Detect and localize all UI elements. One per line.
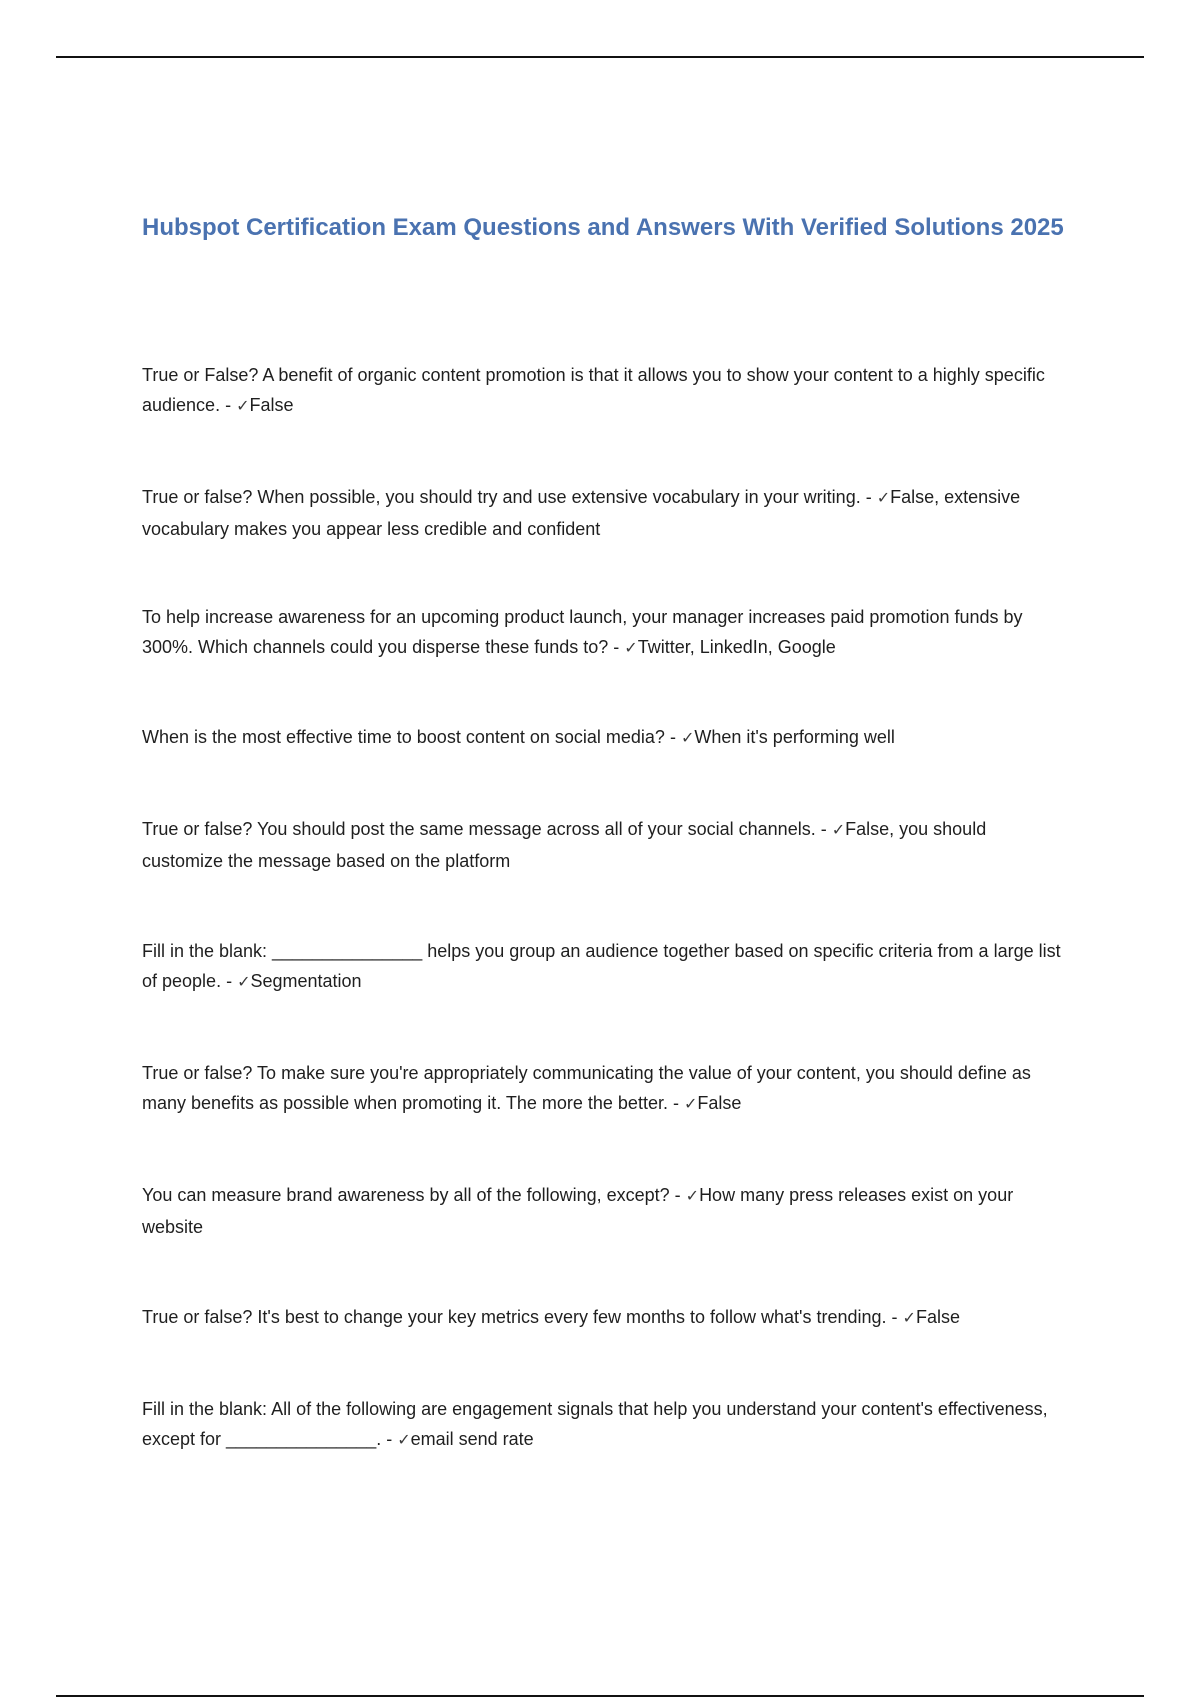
checkmark-icon: ✓ <box>624 640 638 657</box>
answer-text: False, extensive vocabulary makes you appear less credible and confident <box>142 487 1021 539</box>
question-text: You can measure brand awareness by all of the following, except? - <box>142 1185 686 1205</box>
checkmark-icon: ✓ <box>680 730 695 747</box>
answer-text: False <box>249 395 294 415</box>
question-text: Fill in the blank: All of the following are engagement signals that help you understand your content's effectiveness, except for _______________. - <box>142 1399 1048 1449</box>
qa-item <box>142 936 1067 998</box>
checkmark-icon: ✓ <box>397 1432 411 1449</box>
answer-text: False <box>915 1307 960 1327</box>
question-text: True or false? You should post the same message across all of your social channels. - <box>142 819 832 839</box>
question-text: True or False? A benefit of organic content promotion is that it allows you to show your content to a highly specific audience. - <box>142 365 1045 415</box>
qa-item <box>142 1180 1067 1242</box>
qa-item <box>142 1394 1067 1456</box>
answer-text: Twitter, LinkedIn, Google <box>637 637 836 657</box>
checkmark-icon: ✓ <box>902 1310 916 1327</box>
qa-item <box>142 722 1067 754</box>
qa-item <box>142 1302 1067 1334</box>
answer-text: False <box>697 1093 742 1113</box>
checkmark-icon: ✓ <box>831 822 846 839</box>
question-text: When is the most effective time to boost content on social media? - <box>142 727 681 747</box>
qa-item <box>142 1058 1067 1120</box>
qa-list <box>142 360 1067 1456</box>
checkmark-icon: ✓ <box>685 1188 700 1205</box>
answer-text: email send rate <box>410 1429 534 1449</box>
answer-text: Segmentation <box>250 971 362 991</box>
question-text: Fill in the blank: _______________ helps you group an audience together based on specific criteria from a large list of people. - <box>142 941 1061 991</box>
checkmark-icon: ✓ <box>237 974 251 991</box>
answer-text: When it's performing well <box>694 727 895 747</box>
answer-text: False, you should customize the message based on the platform <box>142 819 987 871</box>
document-page <box>142 210 1067 1456</box>
document-title: Hubspot Certification Exam Questions and Answers With Verified Solutions 2025 <box>142 214 1064 241</box>
question-text: True or false? To make sure you're appropriately communicating the value of your content, you should define as many benefits as possible when promoting it. The more the better. - <box>142 1063 1031 1113</box>
header-rule <box>56 56 1144 58</box>
qa-item <box>142 814 1067 876</box>
footer-rule <box>56 1695 1144 1697</box>
checkmark-icon: ✓ <box>683 1096 698 1113</box>
checkmark-icon: ✓ <box>876 490 891 507</box>
question-text: True or false? When possible, you should try and use extensive vocabulary in your writing. - <box>142 487 877 507</box>
question-text: True or false? It's best to change your key metrics every few months to follow what's trending. - <box>142 1307 903 1327</box>
qa-item <box>142 360 1067 422</box>
qa-item <box>142 482 1067 544</box>
checkmark-icon: ✓ <box>236 398 250 415</box>
answer-text: How many press releases exist on your website <box>142 1185 1014 1237</box>
qa-item <box>142 602 1067 664</box>
question-text: To help increase awareness for an upcoming product launch, your manager increases paid promotion funds by 300%. Which channels could you disperse these funds to? - <box>142 607 1023 657</box>
